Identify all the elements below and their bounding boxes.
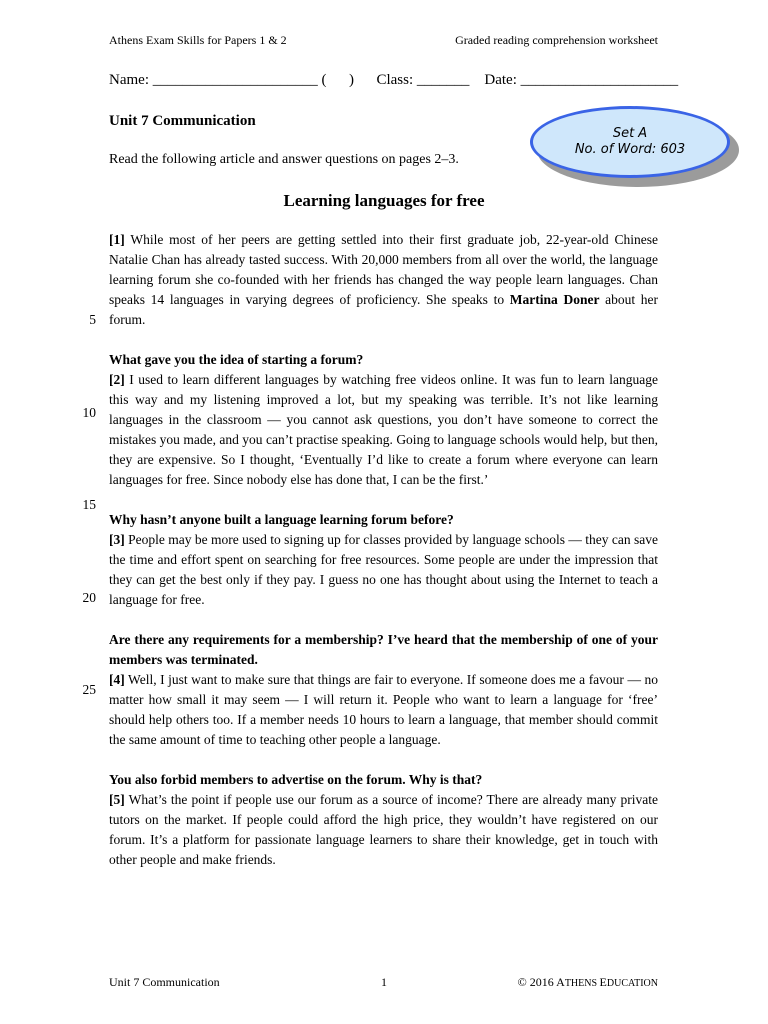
line-number-15: 15 xyxy=(82,497,96,512)
paragraph-number: [5] xyxy=(109,792,125,807)
set-badge xyxy=(530,106,730,178)
question-4: Are there any requirements for a membership? I’ve heard that the membership of one of your members was terminated. xyxy=(109,632,658,667)
page-number: 1 xyxy=(381,975,387,989)
paragraph-text: While most of her peers are getting settled into their first graduate job, 22-year-old Chinese Natalie Chan has already tasted success. With 20,000 members from all over the world, the language learning forum she co-founded with her friends has changed the way people learn languages. Chan speaks 14 languages in varying degrees of proficiency. She speaks to xyxy=(109,232,658,307)
paragraph-text: People may be more used to signing up for classes provided by language schools — they can save the time and effort spent on searching for free resources. Some people are under the impression that they can get the best only if they pay. I guess no one has thought about using the Internet to teach a language for free. xyxy=(109,532,658,607)
paragraph-number: [4] xyxy=(109,672,125,687)
badge-set-label: Set A xyxy=(612,126,648,141)
paragraph-number: [1] xyxy=(109,232,125,247)
brand-rest: DUCATION xyxy=(606,978,658,989)
copyright-prefix: © 2016 xyxy=(517,975,557,989)
footer-unit: Unit 7 Communication xyxy=(109,975,220,989)
paragraph-3 xyxy=(109,530,658,610)
paragraph-text: What’s the point if people use our forum as a source of income? There are already many private tutors on the market. If people could afford the high price, they wouldn’t have registered on our forum. It’s a platform for passionate language learners to share their knowledge, get in touch with other people and make friends. xyxy=(109,792,658,867)
instruction-text: Read the following article and answer questions on pages 2–3. xyxy=(109,152,459,167)
student-info-line: Name: ______________________ ( ) Class: _______ Date: _____________________ xyxy=(109,72,679,88)
line-number-10: 10 xyxy=(82,405,96,420)
badge-word-count: No. of Word: 603 xyxy=(574,142,686,157)
paragraph-2 xyxy=(109,370,658,490)
question-5: You also forbid members to advertise on the forum. Why is that? xyxy=(109,772,483,787)
interviewer-name: Martina Doner xyxy=(509,292,600,307)
line-number-25: 25 xyxy=(82,682,96,697)
article-body xyxy=(109,230,658,870)
paragraph-text: I used to learn different languages by watching free videos online. It was fun to learn language this way and my listening improved a lot, but my speaking was terrible. It’s not like learning languages in the classroom — you cannot ask questions, you don’t have someone to correct the mistakes you made, and you can’t practise speaking. Going to language schools would help, but then, they are expensive. So I thought, ‘Eventually I’d like to create a forum where everyone can learn languages for free. Since nobody else has done that, I can be the first.’ xyxy=(109,372,658,487)
footer-copyright xyxy=(518,975,658,990)
brand-initial: A xyxy=(556,975,565,989)
paragraph-1 xyxy=(109,230,658,330)
brand-rest: THENS xyxy=(564,978,600,989)
header-right: Graded reading comprehension worksheet xyxy=(455,33,658,47)
paragraph-5 xyxy=(109,790,658,870)
paragraph-text: Well, I just want to make sure that things are fair to everyone. If someone does me a favour — no matter how small it may seem — I will return it. People who want to learn a language for ‘free’ should help others too. If a member needs 10 hours to learn a language, that member should commit the same amount of time to teaching other people a language. xyxy=(109,672,658,747)
line-number-5: 5 xyxy=(89,312,96,327)
question-2: What gave you the idea of starting a forum? xyxy=(109,352,364,367)
paragraph-text: about her forum. xyxy=(109,292,659,327)
header-left: Athens Exam Skills for Papers 1 & 2 xyxy=(109,33,287,47)
paragraph-number: [2] xyxy=(109,372,125,387)
paragraph-4 xyxy=(109,670,658,750)
paragraph-number: [3] xyxy=(109,532,125,547)
question-3: Why hasn’t anyone built a language learning forum before? xyxy=(109,512,454,527)
unit-title: Unit 7 Communication xyxy=(109,113,256,129)
brand-initial: E xyxy=(599,975,607,989)
article-title: Learning languages for free xyxy=(283,191,485,210)
line-number-20: 20 xyxy=(82,590,96,605)
